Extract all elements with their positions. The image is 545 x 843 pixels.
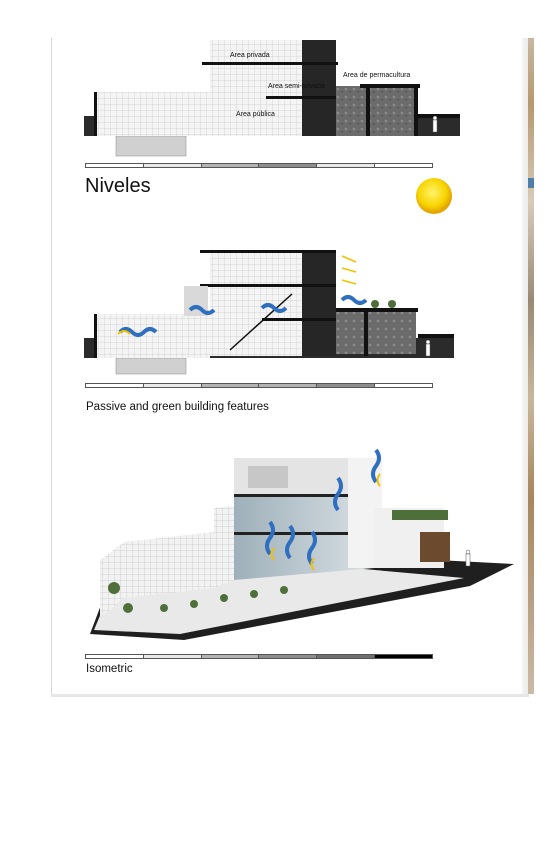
background-photo-detail [528,178,534,188]
passive-features-drawing [80,246,460,376]
section-title-levels: Niveles [85,175,151,197]
levels-section-drawing [80,38,460,160]
label-public-area: Area pública [236,111,275,118]
label-permaculture-area: Area de permacultura [343,72,411,79]
background-photo-strip [528,38,534,694]
section-title-passive-features: Passive and green building features [86,401,269,413]
scale-bar-2 [85,383,433,388]
section-title-isometric: Isometric [86,663,133,675]
isometric-drawing [84,448,520,648]
label-private-area: Area privada [230,52,270,59]
scale-bar-1 [85,163,433,168]
sun-icon [415,177,455,217]
label-semi-private-area: Area semi-privada [268,83,325,90]
page-shadow [51,694,529,697]
scale-bar-3 [85,654,433,659]
